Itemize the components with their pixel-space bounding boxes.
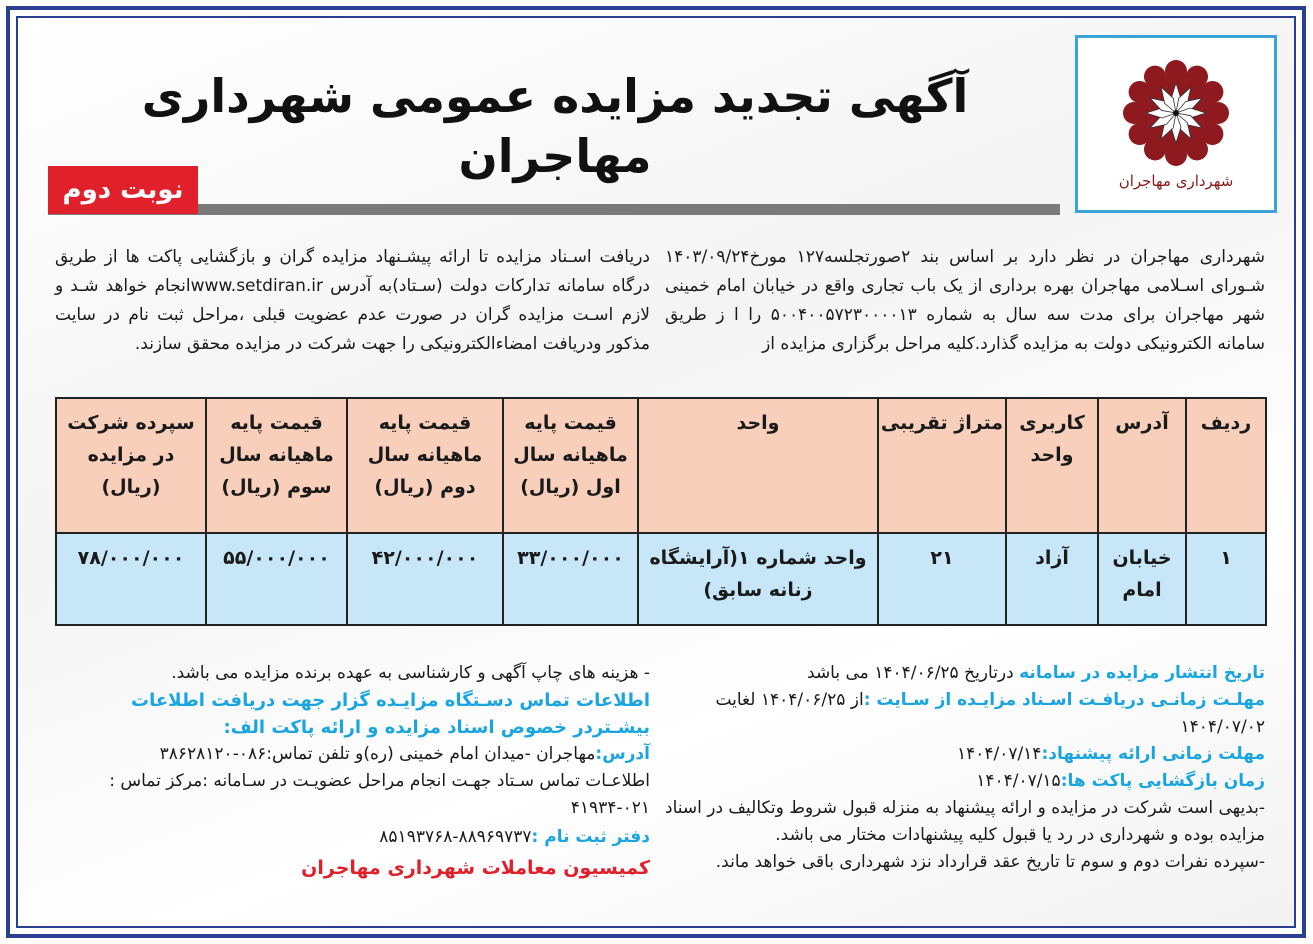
cell-price-year2: ۴۲/۰۰۰/۰۰۰ xyxy=(347,533,503,625)
docs-deadline: مهلـت زمانـی دریافـت اسـناد مزایـده از سـایت :از ۱۴۰۴/۰۶/۲۵ لغایت ۱۴۰۴/۰۷/۰۲ xyxy=(715,690,1265,737)
header-deposit: سپرده شرکت در مزایده (ریال) xyxy=(56,398,206,533)
header-price-year3: قیمت پایه ماهیانه سال سوم (ریال) xyxy=(206,398,347,533)
registration-office: دفتر ثبت نام :۸۸۹۶۹۷۳۷-۸۵۱۹۳۷۶۸ xyxy=(379,827,650,847)
offer-deadline: مهلت زمانی ارائه پیشنهاد:۱۴۰۴/۰۷/۱۴ xyxy=(956,744,1265,764)
table-row xyxy=(56,533,1266,625)
header-area: متراژ تقریبی xyxy=(878,398,1006,533)
cell-row-number: ۱ xyxy=(1186,533,1266,625)
cell-unit: واحد شماره ۱(آرایشگاه زنانه سابق) xyxy=(638,533,878,625)
cell-usage: آزاد xyxy=(1006,533,1098,625)
cell-deposit: ۷۸/۰۰۰/۰۰۰ xyxy=(56,533,206,625)
header-unit: واحد xyxy=(638,398,878,533)
cell-price-year3: ۵۵/۰۰۰/۰۰۰ xyxy=(206,533,347,625)
opening-date: زمان بازگشایی پاکت ها:۱۴۰۴/۰۷/۱۵ xyxy=(976,771,1265,791)
header-usage: کاربری واحد xyxy=(1006,398,1098,533)
note-deposit: -سپرده نفرات دوم و سوم تا تاریخ عقد قرارداد نزد شهرداری باقی خواهد ماند. xyxy=(715,852,1265,872)
logo-text: شهرداری مهاجران xyxy=(1118,172,1234,190)
header-price-year1: قیمت پایه ماهیانه سال اول (ریال) xyxy=(503,398,638,533)
auction-table xyxy=(55,397,1267,626)
contact-heading: اطلاعات تماس دسـتگاه مزایـده گزار جهت دریافت اطلاعات بیشـتردر خصوص اسناد مزایده و ارائه پاکت الف: xyxy=(131,690,650,738)
rosette-icon xyxy=(1121,58,1231,168)
header-address: آدرس xyxy=(1098,398,1186,533)
signature: کمیسیون معاملات شهرداری مهاجران xyxy=(301,857,650,879)
setad-info: اطلاعـات تماس سـتاد جهـت انجام مراحل عضویـت در سـامانه :مرکز تماس : ۰۲۱-۴۱۹۳۴ xyxy=(109,771,650,818)
round-badge: نوبت دوم xyxy=(48,166,198,214)
address-line: آدرس:مهاجران -میدان امام خمینی (ره)و تلفن تماس:۰۸۶-۳۸۶۲۸۱۲۰ xyxy=(159,744,650,764)
publish-date: تاریخ انتشار مزایده در سامانه درتاریخ ۱۴۰۴/۰۶/۲۵ می باشد xyxy=(807,663,1265,683)
contact-section xyxy=(55,660,650,882)
header-row-number: ردیف xyxy=(1186,398,1266,533)
header-price-year2: قیمت پایه ماهیانه سال دوم (ریال) xyxy=(347,398,503,533)
note-terms: -بدیهی است شرکت در مزایده و ارائه پیشنهاد به منزله قبول شروط وتکالیف در اسناد مزایده بوده و شهرداری در رد یا قبول کلیه پیشنهادات مختار می باشد. xyxy=(665,798,1265,845)
cost-note: - هزینه های چاپ آگهی و کارشناسی به عهده برنده مزایده می باشد. xyxy=(171,663,650,683)
cell-area: ۲۱ xyxy=(878,533,1006,625)
table-header-row xyxy=(56,398,1266,533)
cell-price-year1: ۳۳/۰۰۰/۰۰۰ xyxy=(503,533,638,625)
intro-right: شهرداری مهاجران در نظر دارد بر اساس بند ۲صورتجلسه۱۲۷ مورخ۱۴۰۳/۰۹/۲۴ شـورای اسـلامی مهاجران بهره برداری از یک باب تجاری واقع در خیابان امام خمینی شهر مهاجران برای مدت سه سال به شماره ۵۰۰۴۰۰۵۷۲۳۰۰۰۰۱۳ را ا ز طریق سامانه الکترونیکی دولت به مزایده گذارد.کلیه مراحل برگزاری مزایده از xyxy=(665,247,1265,354)
municipality-logo xyxy=(1075,35,1277,213)
title-underline xyxy=(48,204,1060,215)
cell-address: خیابان امام xyxy=(1098,533,1186,625)
page-title: آگهی تجدید مزایده عمومی شهرداری مهاجران xyxy=(141,69,969,183)
intro-left: دریافت اسـناد مزایده تا ارائه پیشـنهاد مزایده گران و بازگشایی پاکت ها از طریق درگاه سامانه تدارکات دولت (سـتاد)به آدرس www.setdiran.irانجام خواهد شـد و لازم اسـت مزایده گران در صورت عدم عضویت قبلی ،مراحل ثبت نام در سایت مذکور ودریافت امضاءالکترونیکی را جهت شرکت در مزایده محقق سازند. xyxy=(55,247,650,354)
schedule-section xyxy=(665,660,1265,876)
